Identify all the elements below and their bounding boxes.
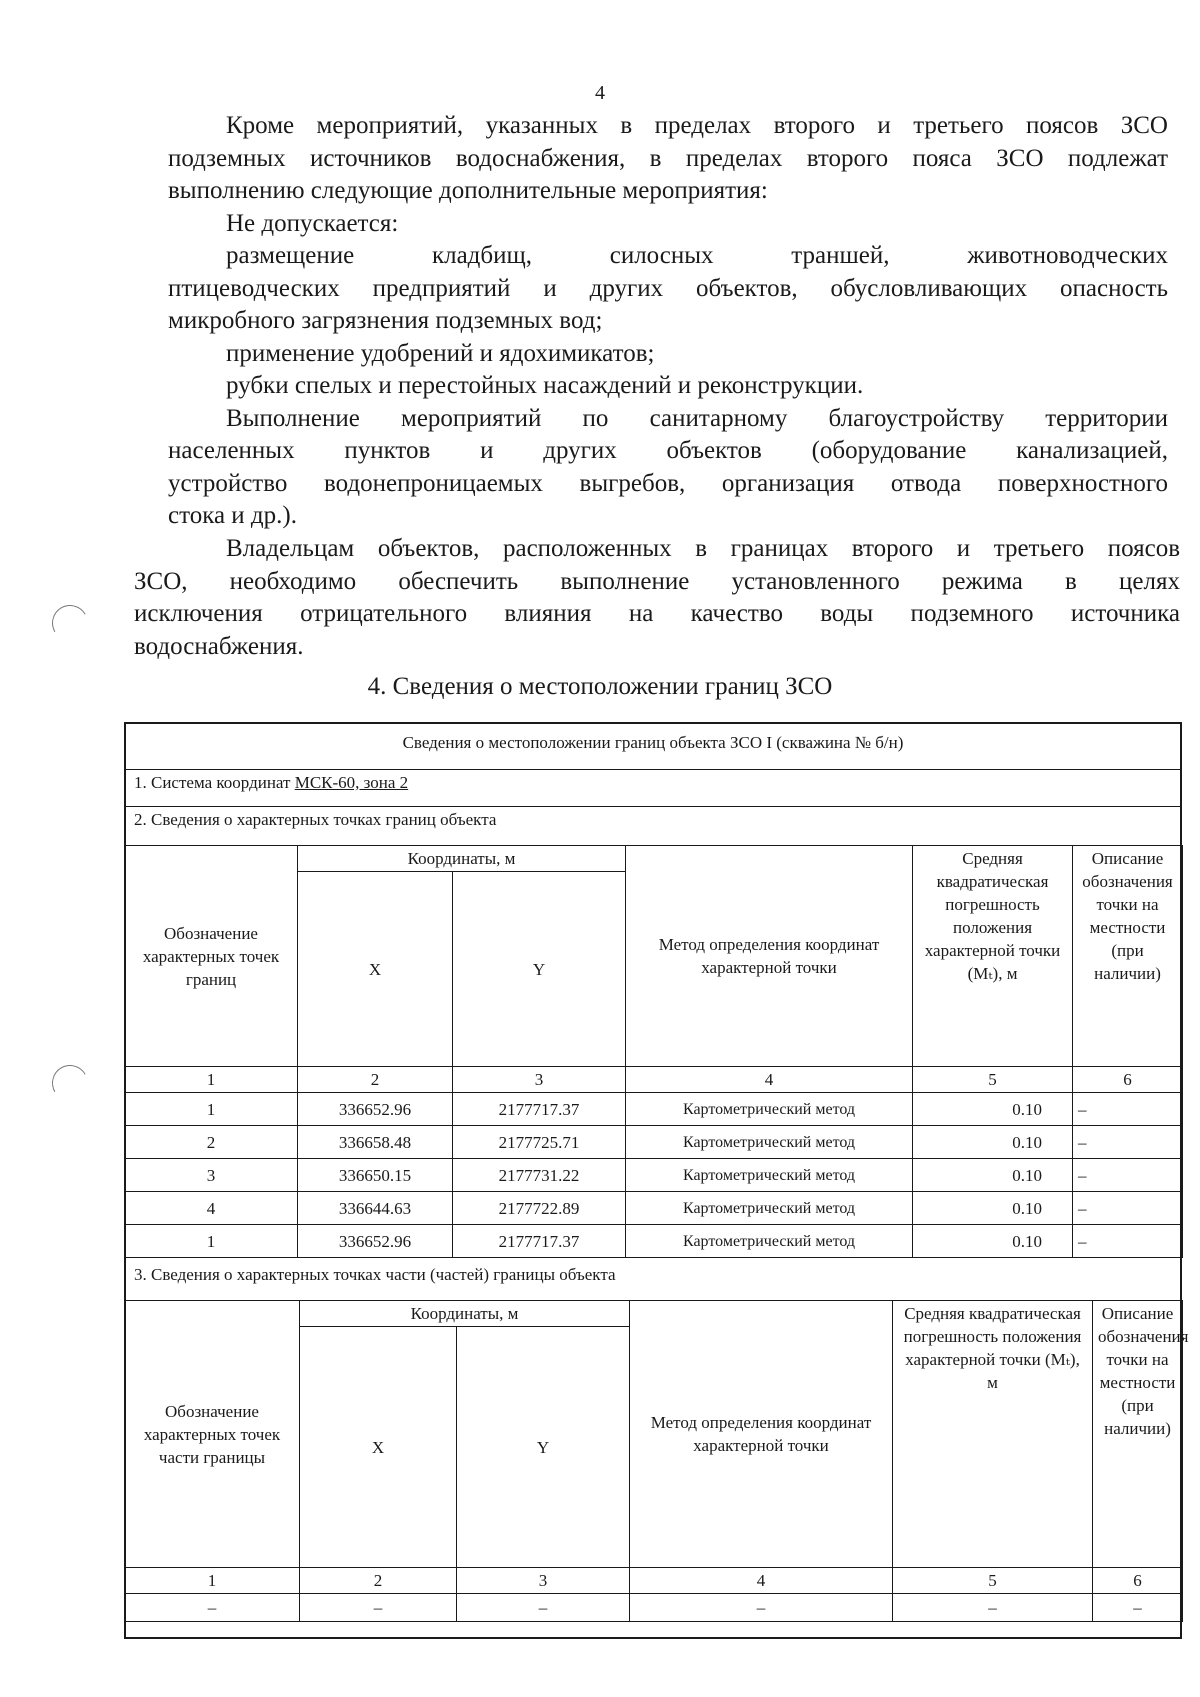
error-value: – bbox=[893, 1594, 1093, 1622]
column-number: 1 bbox=[125, 1568, 300, 1594]
description: – bbox=[1073, 1159, 1183, 1192]
coord-system-row bbox=[134, 773, 408, 793]
header-description: Описание обозначения точки на местности (при наличии) bbox=[1073, 846, 1183, 1067]
coord-x: 336652.96 bbox=[298, 1093, 453, 1126]
row-divider bbox=[124, 769, 1182, 770]
text-line: выполнению следующие дополнительные мероприятия: bbox=[168, 177, 768, 204]
scan-mark bbox=[48, 1061, 92, 1105]
header-designation: Обозначение характерных точек границ bbox=[125, 846, 298, 1067]
text-line: стока и др.). bbox=[168, 502, 297, 529]
coord-y: 2177725.71 bbox=[453, 1126, 626, 1159]
error-value: 0.10 bbox=[913, 1126, 1073, 1159]
coord-x: 336650.15 bbox=[298, 1159, 453, 1192]
header-x: X bbox=[300, 1327, 457, 1568]
coord-x: 336658.48 bbox=[298, 1126, 453, 1159]
part-boundary-points-table bbox=[124, 1300, 1189, 1622]
section2-title: 2. Сведения о характерных точках границ объекта bbox=[134, 810, 497, 829]
table-row bbox=[125, 1225, 1183, 1258]
column-number: 4 bbox=[626, 1067, 913, 1093]
text-line: размещение кладбищ, силосных траншей, животноводческих bbox=[226, 242, 1168, 269]
table-row bbox=[125, 1159, 1183, 1192]
text-line: населенных пунктов и других объектов (оборудование канализацией, bbox=[168, 437, 1168, 464]
coord-y: 2177717.37 bbox=[453, 1225, 626, 1258]
header-method: Метод определения координат характерной точки bbox=[630, 1301, 893, 1568]
text-line: птицеводческих предприятий и других объектов, обусловливающих опасность bbox=[168, 274, 1168, 302]
column-number: 5 bbox=[893, 1568, 1093, 1594]
error-value: 0.10 bbox=[913, 1093, 1073, 1126]
text-line: применение удобрений и ядохимикатов; bbox=[226, 339, 655, 367]
point-id: 1 bbox=[125, 1093, 298, 1126]
column-number: 4 bbox=[630, 1568, 893, 1594]
coord-x: 336652.96 bbox=[298, 1225, 453, 1258]
method: Картометрический метод bbox=[626, 1225, 913, 1258]
scan-mark bbox=[48, 601, 92, 645]
text-line: исключения отрицательного влияния на качество воды подземного источника bbox=[134, 600, 1180, 627]
description: – bbox=[1073, 1225, 1183, 1258]
coord-y: 2177722.89 bbox=[453, 1192, 626, 1225]
method: – bbox=[630, 1594, 893, 1622]
text-line: устройство водонепроницаемых выгребов, организация отвода поверхностного bbox=[168, 469, 1168, 497]
coord-system-value: МСК-60, зона 2 bbox=[294, 773, 409, 792]
text-line: Кроме мероприятий, указанных в пределах второго и третьего поясов ЗСО bbox=[226, 112, 1168, 139]
column-number: 3 bbox=[453, 1067, 626, 1093]
point-id: 4 bbox=[125, 1192, 298, 1225]
text-line: Не допускается: bbox=[226, 209, 399, 237]
text-line: Выполнение мероприятий по санитарному благоустройству территории bbox=[226, 404, 1168, 432]
method: Картометрический метод bbox=[626, 1126, 913, 1159]
point-id: 3 bbox=[125, 1159, 298, 1192]
column-number: 3 bbox=[457, 1568, 630, 1594]
column-number: 2 bbox=[300, 1568, 457, 1594]
header-designation: Обозначение характерных точек части границы bbox=[125, 1301, 300, 1568]
point-id: – bbox=[125, 1594, 300, 1622]
point-id: 1 bbox=[125, 1225, 298, 1258]
error-value: 0.10 bbox=[913, 1225, 1073, 1258]
header-coordinates: Координаты, м bbox=[298, 846, 626, 872]
text-line: водоснабжения. bbox=[134, 632, 304, 660]
text-line: Владельцам объектов, расположенных в границах второго и третьего поясов bbox=[226, 535, 1180, 562]
table-row bbox=[125, 1126, 1183, 1159]
description: – bbox=[1073, 1093, 1183, 1126]
text-line: подземных источников водоснабжения, в пределах второго пояса ЗСО подлежат bbox=[168, 144, 1168, 172]
coord-x: – bbox=[300, 1594, 457, 1622]
point-id: 2 bbox=[125, 1126, 298, 1159]
description: – bbox=[1093, 1594, 1183, 1622]
coord-y: – bbox=[457, 1594, 630, 1622]
row-divider bbox=[124, 806, 1182, 807]
method: Картометрический метод bbox=[626, 1192, 913, 1225]
column-number: 2 bbox=[298, 1067, 453, 1093]
coord-y: 2177731.22 bbox=[453, 1159, 626, 1192]
description: – bbox=[1073, 1126, 1183, 1159]
description: – bbox=[1073, 1192, 1183, 1225]
column-number: 1 bbox=[125, 1067, 298, 1093]
error-value: 0.10 bbox=[913, 1192, 1073, 1225]
text-line: микробного загрязнения подземных вод; bbox=[168, 307, 603, 334]
header-description: Описание обозначения точки на местности (при наличии) bbox=[1093, 1301, 1183, 1568]
page-number: 4 bbox=[595, 82, 605, 104]
coord-y: 2177717.37 bbox=[453, 1093, 626, 1126]
method: Картометрический метод bbox=[626, 1159, 913, 1192]
method: Картометрический метод bbox=[626, 1093, 913, 1126]
table-row bbox=[125, 1093, 1183, 1126]
text-line: ЗСО, необходимо обеспечить выполнение установленного режима в целях bbox=[134, 567, 1180, 595]
header-method: Метод определения координат характерной точки bbox=[626, 846, 913, 1067]
paragraph-block-1 bbox=[168, 110, 1168, 533]
header-x: X bbox=[298, 872, 453, 1067]
coord-system-label: 1. Система координат bbox=[134, 773, 295, 792]
table-row bbox=[125, 1594, 1183, 1622]
header-y: Y bbox=[453, 872, 626, 1067]
error-value: 0.10 bbox=[913, 1159, 1073, 1192]
header-error: Средняя квадратическая погрешность положения характерной точки (Мₜ), м bbox=[913, 846, 1073, 1067]
column-number: 6 bbox=[1073, 1067, 1183, 1093]
header-coordinates: Координаты, м bbox=[300, 1301, 630, 1327]
section-title: 4. Сведения о местоположении границ ЗСО bbox=[367, 673, 833, 700]
boundary-points-table bbox=[124, 845, 1183, 1258]
header-error: Средняя квадратическая погрешность положения характерной точки (Мₜ), м bbox=[893, 1301, 1093, 1568]
header-y: Y bbox=[457, 1327, 630, 1568]
column-number: 6 bbox=[1093, 1568, 1183, 1594]
table-row bbox=[125, 1192, 1183, 1225]
coord-x: 336644.63 bbox=[298, 1192, 453, 1225]
paragraph-block-2 bbox=[134, 533, 1180, 663]
table-title: Сведения о местоположении границ объекта ЗСО I (скважина № б/н) bbox=[402, 733, 904, 752]
column-number: 5 bbox=[913, 1067, 1073, 1093]
text-line: рубки спелых и перестойных насаждений и реконструкции. bbox=[226, 372, 864, 399]
section3-title: 3. Сведения о характерных точках части (частей) границы объекта bbox=[134, 1265, 616, 1284]
